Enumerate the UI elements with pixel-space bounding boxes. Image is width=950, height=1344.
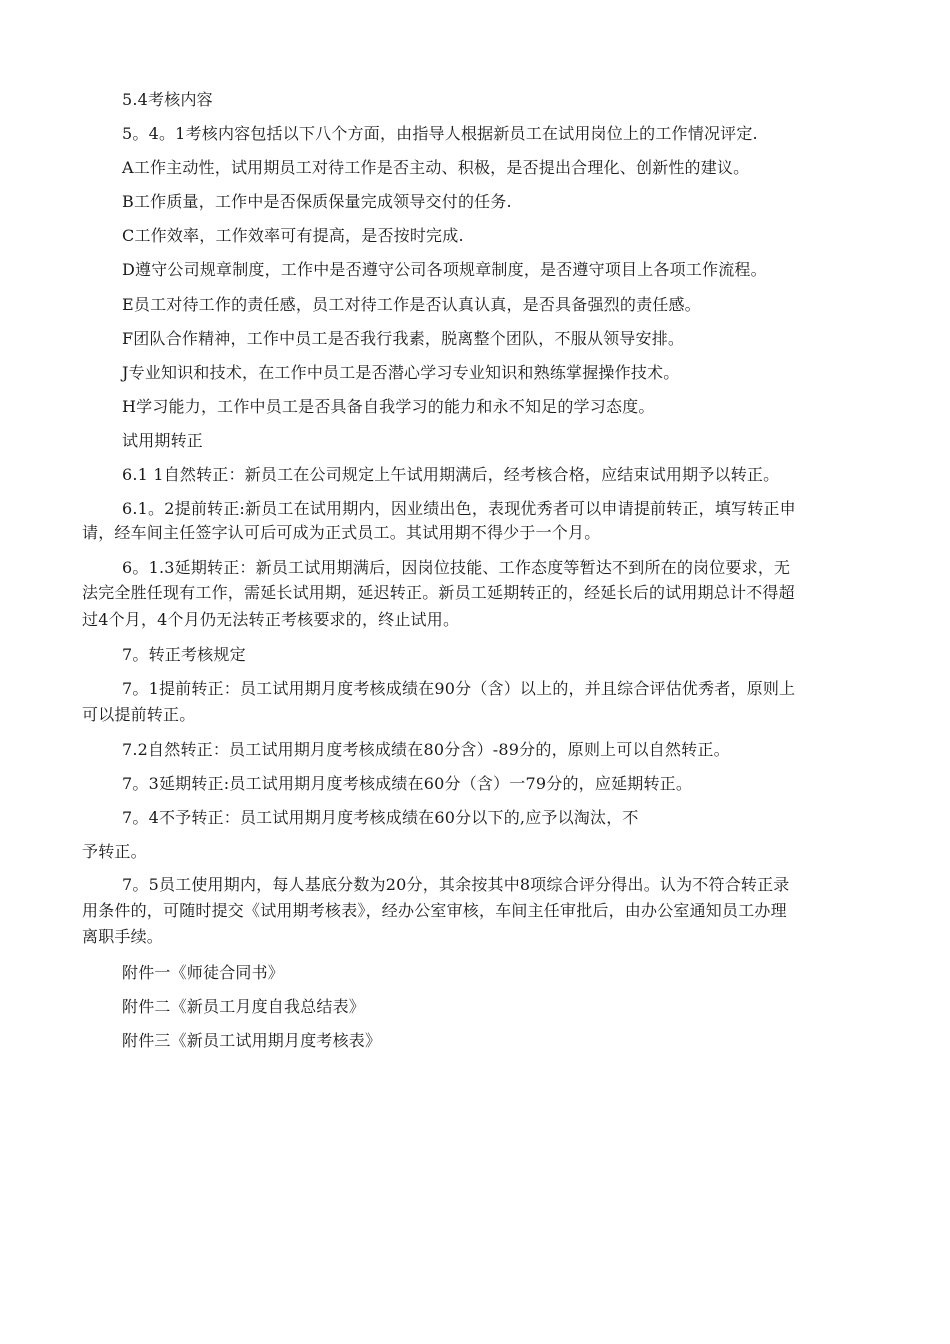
criterion-d: D遵守公司规章制度，工作中是否遵守公司各项规章制度，是否遵守项目上各项工作流程。 (122, 260, 767, 279)
criterion-b: B工作质量，工作中是否保质保量完成领导交付的任务. (122, 192, 512, 211)
section-heading-5-4: 5.4考核内容 (122, 90, 213, 109)
paragraph-7-4-line1: 7。4不予转正：员工试用期月度考核成绩在60分以下的,应予以淘汰，不 (122, 808, 639, 827)
paragraph-7-5-line2: 用条件的，可随时提交《试用期考核表》，经办公室审核，车间主任审批后，由办公室通知员工办理 (82, 901, 787, 920)
paragraph-6-1-3-line2: 法完全胜任现有工作，需延长试用期，延迟转正。新员工延期转正的，经延长后的试用期总计不得超 (82, 583, 795, 602)
attachment-3: 附件三《新员工试用期月度考核表》 (122, 1031, 382, 1050)
paragraph-5-4-1: 5。4。1考核内容包括以下八个方面，由指导人根据新员工在试用岗位上的工作情况评定. (122, 124, 758, 143)
paragraph-7-5-line1: 7。5员工使用期内，每人基底分数为20分，其余按其中8项综合评分得出。认为不符合转正录 (122, 875, 790, 894)
criterion-c: C工作效率，工作效率可有提高，是否按时完成. (122, 226, 464, 245)
paragraph-7-1-line2: 可以提前转正。 (82, 705, 196, 724)
paragraph-6-1-2-line2: 请，经车间主任签字认可后可成为正式员工。其试用期不得少于一个月。 (82, 523, 601, 542)
paragraph-7-4-line2: 予转正。 (82, 842, 147, 861)
attachment-2: 附件二《新员工月度自我总结表》 (122, 997, 366, 1016)
paragraph-7-1-line1: 7。1提前转正：员工试用期月度考核成绩在90分（含）以上的，并且综合评估优秀者，原则上 (122, 679, 796, 698)
paragraph-6-1-3-line1: 6。1.3延期转正：新员工试用期满后，因岗位技能、工作态度等暂达不到所在的岗位要求，无 (122, 558, 791, 577)
paragraph-6-1-1: 6.1 1自然转正：新员工在公司规定上午试用期满后，经考核合格，应结束试用期予以转正。 (122, 465, 780, 484)
paragraph-7-2: 7.2自然转正：员工试用期月度考核成绩在80分含）-89分的，原则上可以自然转正。 (122, 740, 730, 759)
paragraph-7-5-line3: 离职手续。 (82, 927, 164, 946)
criterion-j: J专业知识和技术，在工作中员工是否潜心学习专业知识和熟练掌握操作技术。 (122, 363, 680, 382)
paragraph-7-3: 7。3延期转正:员工试用期月度考核成绩在60分（含）一79分的，应延期转正。 (122, 774, 693, 793)
attachment-1: 附件一《师徒合同书》 (122, 963, 285, 982)
criterion-a: A工作主动性，试用期员工对待工作是否主动、积极，是否提出合理化、创新性的建议。 (122, 158, 750, 177)
section-heading-7: 7。转正考核规定 (122, 645, 246, 664)
criterion-e: E员工对待工作的责任感，员工对待工作是否认真认真，是否具备强烈的责任感。 (122, 295, 701, 314)
paragraph-6-1-3-line3: 过4个月，4个月仍无法转正考核要求的，终止试用。 (82, 610, 460, 629)
paragraph-6-1-2-line1: 6.1。2提前转正:新员工在试用期内，因业绩出色，表现优秀者可以申请提前转正，填写转正申 (122, 499, 796, 518)
criterion-h: H学习能力，工作中员工是否具备自我学习的能力和永不知足的学习态度。 (122, 397, 655, 416)
section-heading-trial: 试用期转正 (122, 431, 204, 450)
criterion-f: F团队合作精神，工作中员工是否我行我素，脱离整个团队，不服从领导安排。 (122, 329, 685, 348)
